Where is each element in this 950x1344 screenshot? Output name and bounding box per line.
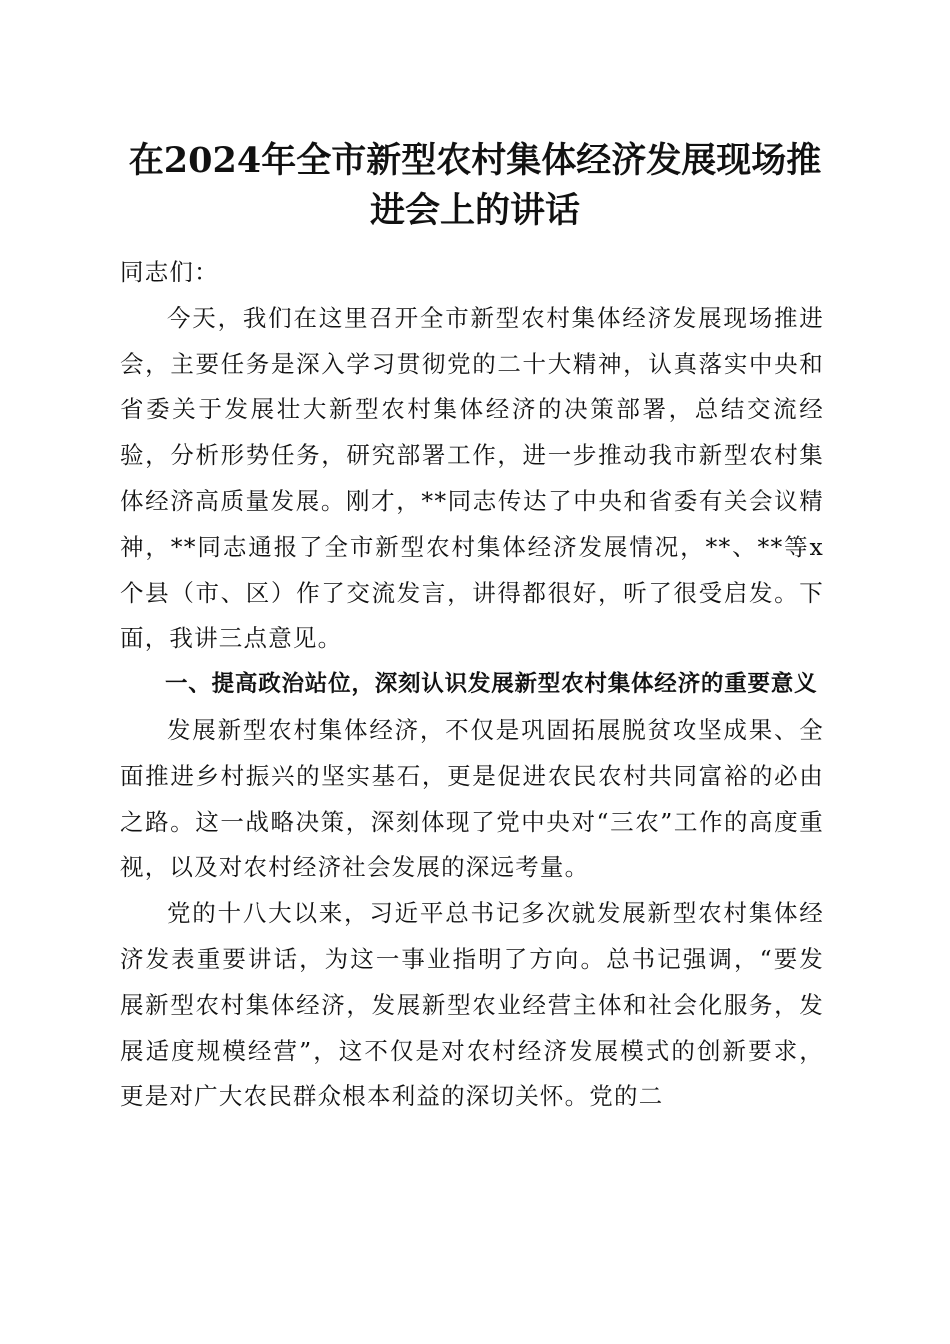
salutation: 同志们： xyxy=(120,258,219,286)
title-line-1: 在2024年全市新型农村集体经济发展现场推 xyxy=(128,140,822,181)
section-1-paragraph-1: 发展新型农村集体经济，不仅是巩固拓展脱贫攻坚成果、全面推进乡村振兴的坚实基石，更是促进农民农村共同富裕的必由之路。这一战略决策，深刻体现了党中央对“三农”工作的高度重视，以及对农村经济社会发展的深远考量。 xyxy=(120,715,824,882)
intro-paragraph: 今天，我们在这里召开全市新型农村集体经济发展现场推进会，主要任务是深入学习贯彻党的二十大精神，认真落实中央和省委关于发展壮大新型农村集体经济的决策部署，总结交流经验，分析形势任务，研究部署工作，进一步推动我市新型农村集体经济高质量发展。刚才，**同志传达了中央和省委有关会议精神，**同志通报了全市新型农村集体经济发展情况，**、**等x个县（市、区）作了交流发言，讲得都很好，听了很受启发。下面，我讲三点意见。 xyxy=(120,303,824,653)
document-body xyxy=(120,250,824,1120)
section-1-paragraph-2: 党的十八大以来，习近平总书记多次就发展新型农村集体经济发表重要讲话，为这一事业指明了方向。总书记强调，“要发展新型农村集体经济，发展新型农业经营主体和社会化服务，发展适度规模经营”，这不仅是对农村经济发展模式的创新要求，更是对广大农民群众根本利益的深切关怀。党的二 xyxy=(120,899,824,1111)
title-line-2: 进会上的讲话 xyxy=(369,190,580,231)
document-title xyxy=(118,136,832,236)
section-1-heading: 一、提高政治站位，深刻认识发展新型农村集体经济的重要意义 xyxy=(165,671,818,698)
